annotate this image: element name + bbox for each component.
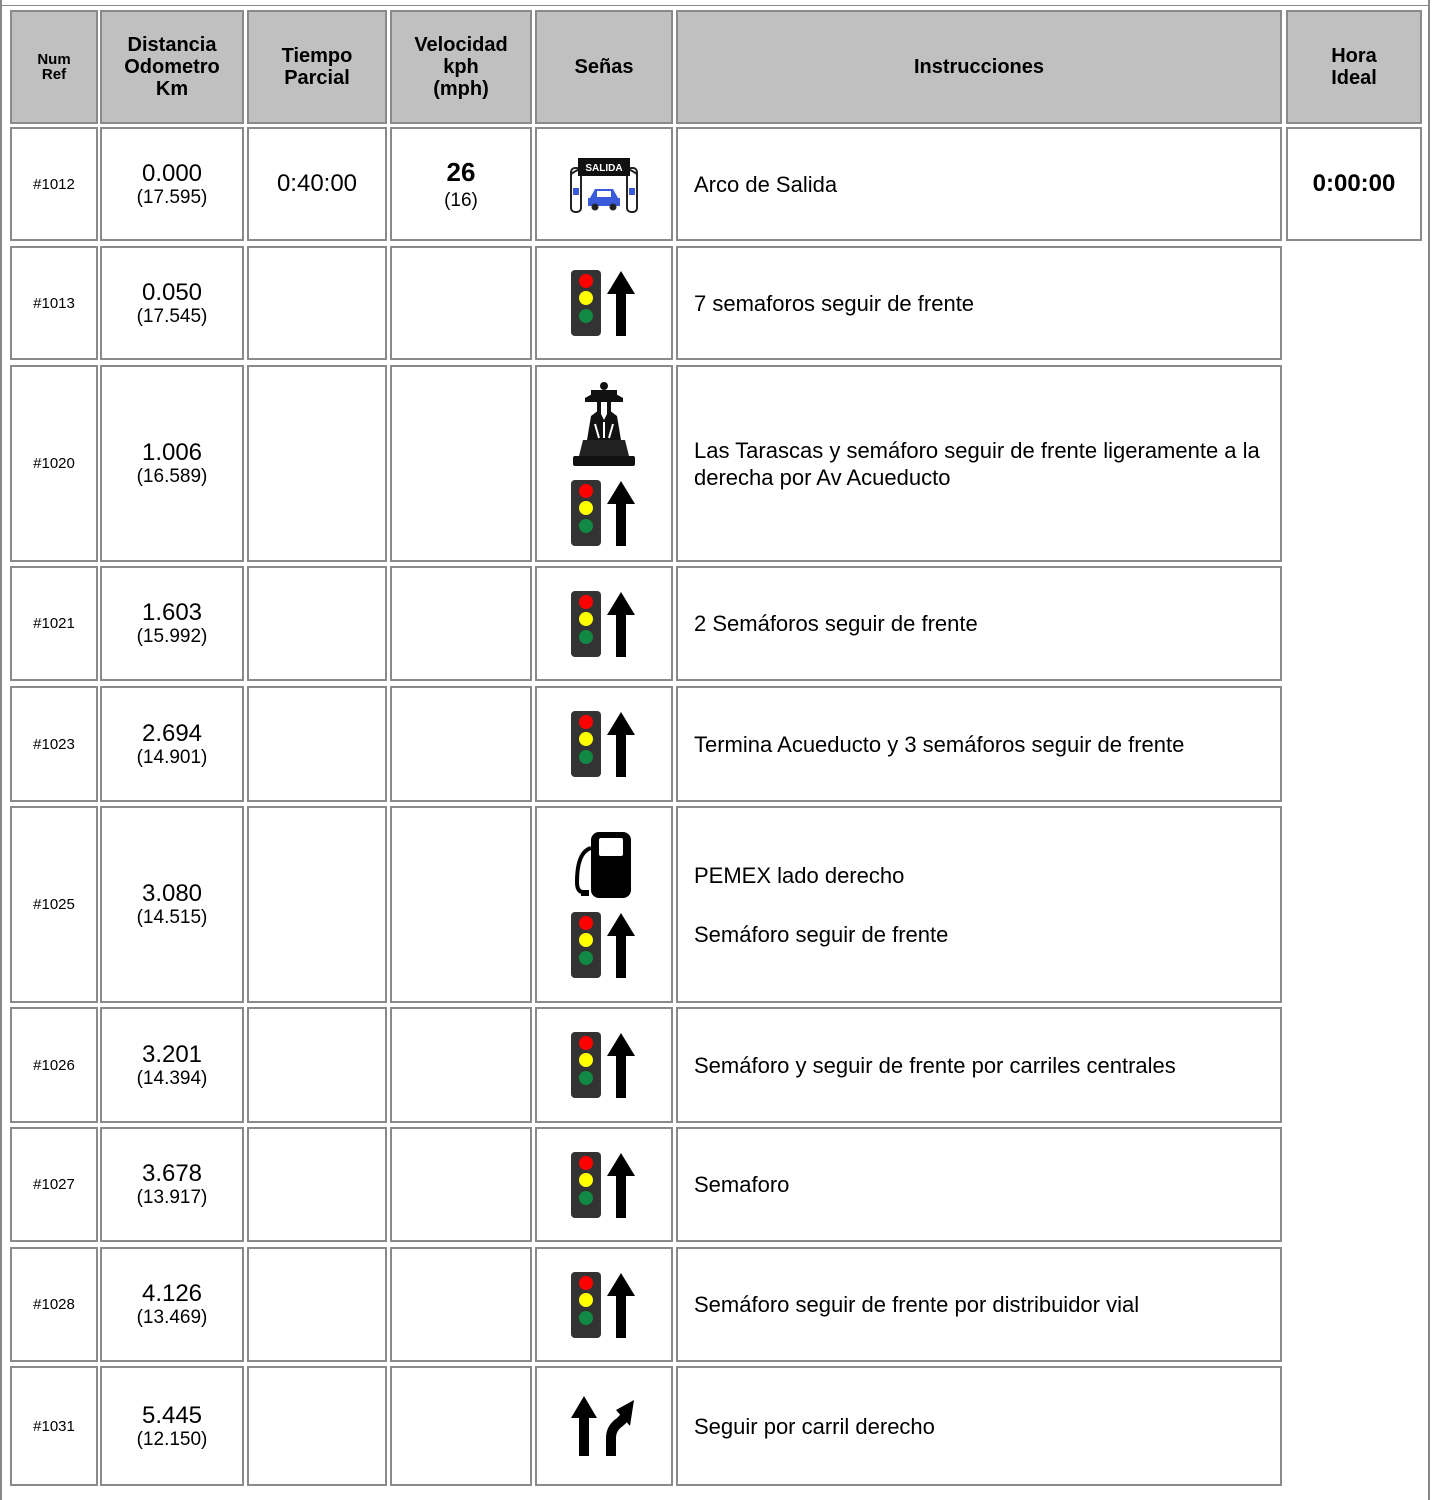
- header-label: Km: [155, 78, 189, 100]
- distance-remaining: (17.545): [136, 305, 208, 327]
- header-label: Ideal: [1331, 67, 1377, 89]
- traffic-light-straight-icon: [569, 709, 639, 779]
- instruction-text: 7 semaforos seguir de frente: [694, 290, 975, 316]
- signs-cell: [535, 1247, 673, 1362]
- instructions-cell: [676, 1366, 1282, 1486]
- distance-km: 3.678: [141, 1160, 203, 1187]
- tiempo-parcial-cell: [247, 1007, 387, 1123]
- velocidad-kph: 26: [446, 156, 476, 187]
- distance-remaining: (14.515): [136, 907, 208, 928]
- instruction-text: Arco de Salida: [694, 171, 838, 197]
- ref-cell: [10, 365, 98, 562]
- traffic-light-straight-icon: [569, 478, 639, 548]
- distance-km: 3.201: [141, 1040, 203, 1068]
- header-label: Distancia: [127, 34, 217, 56]
- distance-km: 0.050: [141, 278, 203, 306]
- velocidad-cell: [390, 1127, 532, 1242]
- signs-cell: [535, 1127, 673, 1242]
- velocidad-cell: [390, 1366, 532, 1486]
- tiempo-parcial-cell: [247, 1247, 387, 1362]
- instruction-text: Semáforo y seguir de frente por carriles centrales: [694, 1052, 1176, 1078]
- distance-cell: [100, 1247, 244, 1362]
- hora-ideal: 0:00:00: [1312, 170, 1396, 197]
- ref-number: #1020: [33, 455, 75, 472]
- distance-remaining: (16.589): [136, 466, 208, 487]
- instruction-text: Semaforo: [694, 1172, 790, 1197]
- ref-cell: [10, 686, 98, 802]
- distance-cell: [100, 365, 244, 562]
- velocidad-cell: [390, 127, 532, 241]
- instruction-text: Seguir por carril derecho: [694, 1413, 935, 1439]
- tiempo-parcial: 0:40:00: [276, 170, 358, 197]
- header-label: Velocidad: [414, 34, 508, 56]
- hora-ideal-cell: [1286, 127, 1422, 241]
- tiempo-parcial-cell: [247, 806, 387, 1003]
- signs-cell: [535, 127, 673, 241]
- instruction-text: PEMEX lado derecho: [694, 862, 905, 888]
- header-label: Señas: [574, 56, 634, 78]
- velocidad-cell: [390, 246, 532, 360]
- header-label: Num: [37, 51, 71, 68]
- distance-cell: [100, 1127, 244, 1242]
- instructions-cell: [676, 686, 1282, 802]
- header-label: (mph): [433, 78, 489, 100]
- distance-km: 0.000: [141, 159, 203, 187]
- instructions-cell: [676, 1007, 1282, 1123]
- instructions-cell: [676, 246, 1282, 360]
- ref-number: #1028: [33, 1296, 75, 1313]
- distance-km: 5.445: [141, 1401, 203, 1429]
- ref-cell: [10, 806, 98, 1003]
- instruction-text: Semáforo seguir de frente: [694, 921, 949, 947]
- ref-number: #1031: [33, 1417, 75, 1435]
- header-distancia: [100, 10, 244, 124]
- header-label: Hora: [1331, 45, 1377, 67]
- ref-number: #1025: [33, 896, 75, 913]
- header-velocidad: [390, 10, 532, 124]
- tiempo-parcial-cell: [247, 566, 387, 681]
- distance-remaining: (15.992): [136, 626, 208, 647]
- distance-cell: [100, 1007, 244, 1123]
- signs-cell: [535, 246, 673, 360]
- ref-number: #1027: [33, 1176, 75, 1193]
- lane-arrows-right-icon: [568, 1394, 640, 1458]
- instruction-text: 2 Semáforos seguir de frente: [694, 611, 978, 636]
- instructions-cell: [676, 365, 1282, 562]
- header-label: kph: [443, 56, 479, 78]
- distance-cell: [100, 806, 244, 1003]
- distance-cell: [100, 686, 244, 802]
- header-label: Instrucciones: [913, 56, 1045, 78]
- instructions-cell: [676, 806, 1282, 1003]
- distance-km: 1.006: [141, 439, 203, 466]
- velocidad-cell: [390, 806, 532, 1003]
- instructions-cell: [676, 127, 1282, 241]
- traffic-light-straight-icon: [569, 910, 639, 980]
- tiempo-parcial-cell: [247, 686, 387, 802]
- ref-cell: [10, 127, 98, 241]
- salida-arch-icon: [568, 154, 640, 214]
- tiempo-parcial-cell: [247, 1127, 387, 1242]
- distance-km: 2.694: [141, 719, 203, 747]
- ref-cell: [10, 1007, 98, 1123]
- distance-cell: [100, 246, 244, 360]
- ref-number: #1012: [33, 175, 75, 193]
- ref-cell: [10, 246, 98, 360]
- tiempo-parcial-cell: [247, 365, 387, 562]
- traffic-light-straight-icon: [569, 1030, 639, 1100]
- distance-cell: [100, 1366, 244, 1486]
- instruction-text: Las Tarascas y semáforo seguir de frente ligeramente a la derecha por Av Acueducto: [694, 437, 1260, 490]
- ref-number: #1021: [33, 615, 75, 632]
- table-top-border: [0, 5, 1430, 6]
- velocidad-cell: [390, 365, 532, 562]
- instructions-cell: [676, 1127, 1282, 1242]
- header-tiempo: [247, 10, 387, 124]
- signs-cell: [535, 1007, 673, 1123]
- header-instrucciones: [676, 10, 1282, 124]
- distance-remaining: (17.595): [136, 186, 208, 208]
- distance-km: 1.603: [141, 599, 203, 626]
- ref-cell: [10, 1127, 98, 1242]
- signs-cell: [535, 806, 673, 1003]
- svg-text:SALIDA: SALIDA: [585, 163, 623, 174]
- instructions-cell: [676, 1247, 1282, 1362]
- ref-cell: [10, 1366, 98, 1486]
- traffic-light-straight-icon: [569, 589, 639, 659]
- ref-cell: [10, 566, 98, 681]
- instructions-cell: [676, 566, 1282, 681]
- signs-cell: [535, 1366, 673, 1486]
- signs-cell: [535, 365, 673, 562]
- velocidad-cell: [390, 566, 532, 681]
- ref-number: #1013: [33, 294, 75, 312]
- header-label: Tiempo: [281, 45, 353, 67]
- traffic-light-straight-icon: [569, 1270, 639, 1340]
- header-num-ref: [10, 10, 98, 124]
- header-label: Ref: [41, 66, 67, 83]
- velocidad-cell: [390, 686, 532, 802]
- gas-pump-icon: [573, 830, 635, 900]
- distance-cell: [100, 566, 244, 681]
- distance-remaining: (14.394): [136, 1067, 208, 1089]
- distance-remaining: (14.901): [136, 746, 208, 768]
- tarascas-fountain-icon: [569, 380, 639, 468]
- signs-cell: [535, 566, 673, 681]
- header-hora-ideal: [1286, 10, 1422, 124]
- signs-cell: [535, 686, 673, 802]
- distance-remaining: (13.469): [136, 1307, 208, 1328]
- header-label: Odometro: [124, 56, 220, 78]
- distance-km: 3.080: [141, 880, 203, 907]
- tiempo-parcial-cell: [247, 1366, 387, 1486]
- distance-km: 4.126: [141, 1280, 203, 1307]
- distance-cell: [100, 127, 244, 241]
- tiempo-parcial-cell: [247, 246, 387, 360]
- ref-number: #1026: [33, 1056, 75, 1074]
- traffic-light-straight-icon: [569, 1150, 639, 1220]
- header-label: Parcial: [284, 67, 350, 89]
- traffic-light-straight-icon: [569, 268, 639, 338]
- ref-number: #1023: [33, 735, 75, 753]
- velocidad-cell: [390, 1247, 532, 1362]
- velocidad-cell: [390, 1007, 532, 1123]
- header-senas: [535, 10, 673, 124]
- ref-cell: [10, 1247, 98, 1362]
- velocidad-mph: (16): [444, 189, 478, 211]
- instruction-text: Semáforo seguir de frente por distribuidor vial: [694, 1292, 1140, 1317]
- tiempo-parcial-cell: [247, 127, 387, 241]
- distance-remaining: (13.917): [136, 1187, 208, 1208]
- distance-remaining: (12.150): [136, 1428, 208, 1450]
- instruction-text: Termina Acueducto y 3 semáforos seguir de frente: [694, 731, 1185, 757]
